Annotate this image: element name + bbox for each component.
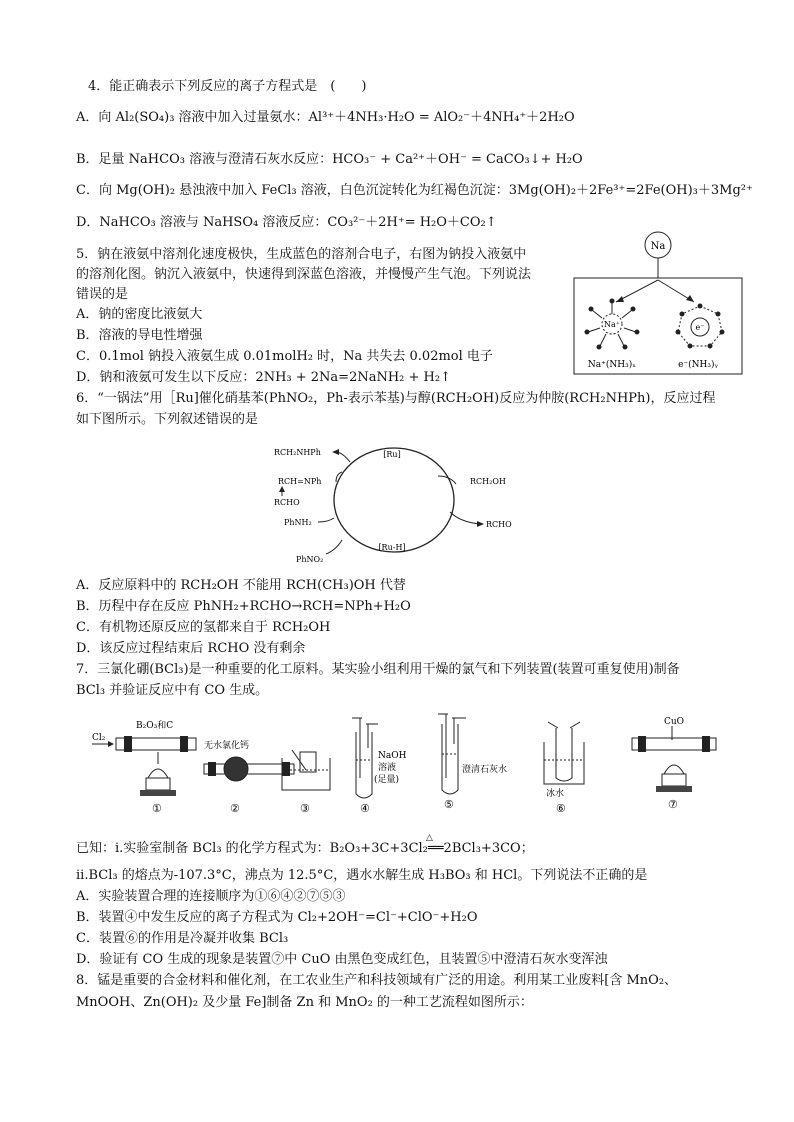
label-4: ④ (360, 802, 370, 815)
q6-option-d: D．该反应过程结束后 RCHO 没有剩余 (76, 641, 306, 656)
q6-option-c: C．有机物还原反应的氢都来自于 RCH₂OH (76, 620, 331, 635)
rch2oh-label: RCH₂OH (470, 477, 506, 486)
q6-catalytic-cycle (270, 436, 530, 568)
na-cation-label: Na⁺ (604, 320, 620, 329)
q8-stem-line2: MnOOH、Zn(OH)₂ 及少量 Fe]制备 Zn 和 MnO₂ 的一种工艺流程如图所示： (76, 995, 533, 1010)
b2o3-c-label: B₂O₃和C (136, 721, 174, 731)
cuo-label: CuO (664, 717, 685, 727)
e-nh3-label: e⁻(NH₃)ᵧ (678, 360, 718, 370)
q7-apparatus-figure (86, 708, 726, 820)
apparatus-6 (544, 722, 584, 815)
q6-option-b: B．历程中存在反应 PhNH₂+RCHO→RCH=NPh+H₂O (76, 599, 411, 614)
ice-water-label: 冰水 (546, 789, 565, 799)
q5-option-a: A．钠的密度比液氨大 (76, 307, 203, 322)
q5-option-c: C．0.1mol 钠投入液氨生成 0.01molH₂ 时，Na 共失去 0.02mol 电子 (76, 349, 493, 364)
q7-stem-line2: BCl₃ 并验证反应中有 CO 生成。 (76, 683, 269, 698)
q6-stem-line1: 6．“一锅法”用［Ru]催化硝基苯(PhNO₂，Ph-表示苯基)与醇(RCH₂OH)反应为仲胺(RCH₂NHPh)，反应过程 (76, 391, 716, 406)
label-3: ③ (300, 802, 310, 815)
q4-option-a: A．向 Al₂(SO₄)₃ 溶液中加入过量氨水：Al³⁺＋4NH₃·H₂O = AlO₂⁻＋4NH₄⁺＋2H₂O (76, 110, 575, 125)
q7-known-1 (76, 840, 534, 858)
ru-h-label: [Ru-H] (378, 543, 406, 552)
apparatus-4 (352, 718, 407, 815)
q4-stem: 4．能正确表示下列反应的离子方程式是 ( ) (88, 79, 367, 94)
q7-option-d: D．验证有 CO 生成的现象是装置⑦中 CuO 由黑色变成红色，且装置⑤中澄清石灰水变浑浊 (76, 952, 608, 967)
q4-option-d: D．NaHCO₃ 溶液与 NaHSO₄ 溶液反应：CO₃²⁻＋2H⁺= H₂O＋CO₂↑ (76, 215, 497, 230)
ru-catalyst-label: [Ru] (383, 450, 401, 459)
q5-solvation-figure (572, 228, 746, 376)
rch-nph-label: RCH=NPh (278, 477, 322, 486)
label-1: ① (152, 802, 162, 815)
q8-stem-line1: 8．锰是重要的合金材料和催化剂，在工农业生产和科技领域有广泛的用途。利用某工业废料[含 MnO₂、 (76, 973, 678, 988)
apparatus-7 (632, 717, 716, 811)
q7-known-2: ii.BCl₃ 的熔点为-107.3°C，沸点为 12.5°C，遇水水解生成 H₃BO₃ 和 HCl。下列说法不正确的是 (76, 868, 648, 883)
heating-symbol: △ (426, 833, 433, 843)
naoh-label: NaOH (378, 751, 407, 761)
solvated-electron-cluster (676, 304, 725, 349)
q4-option-c: C．向 Mg(OH)₂ 悬浊液中加入 FeCl₃ 溶液，白色沉淀转化为红褐色沉淀：3Mg(OH)₂＋2Fe³⁺=2Fe(OH)₃＋3Mg²⁺ (76, 183, 753, 198)
apparatus-2 (204, 739, 294, 815)
q4-option-b: B．足量 NaHCO₃ 溶液与澄清石灰水反应：HCO₃⁻ + Ca²⁺＋OH⁻ = CaCO₃↓+ H₂O (76, 152, 583, 167)
label-2: ② (230, 802, 240, 815)
q7-option-b: B．装置④中发生反应的离子方程式为 Cl₂+2OH⁻=Cl⁻+ClO⁻+H₂O (76, 910, 478, 925)
phnh2-label: PhNH₂ (284, 518, 312, 527)
label-6: ⑥ (556, 802, 566, 815)
label-5: ⑤ (444, 798, 454, 811)
na-nh3-label: Na⁺(NH₃)ₓ (587, 360, 637, 370)
na-cation-cluster (585, 299, 640, 350)
phno2-label: PhNO₂ (296, 555, 324, 564)
q7-stem-line1: 7．三氯化硼(BCl₃)是一种重要的化工原料。某实验小组利用干燥的氯气和下列装置(装置可重复使用)制备 (76, 662, 680, 677)
q7-known-1-text: 已知：i.实验室制备 BCl₃ 的化学方程式为：B₂O₃+3C+3Cl₂══2BCl₃+3CO； (76, 841, 534, 856)
rch2nhph-label: RCH₂NHPh (274, 448, 321, 457)
q5-option-d: D．钠和液氨可发生以下反应：2NH₃ + 2Na=2NaNH₂ + H₂↑ (76, 370, 451, 385)
q6-stem-line2: 如下图所示。下列叙述错误的是 (76, 412, 259, 427)
na-atom-label: Na (650, 241, 666, 252)
q7-option-a: A．实验装置合理的连接顺序为①⑥④②⑦⑤③ (76, 889, 346, 904)
apparatus-1 (92, 720, 196, 815)
rcho-reactant-label: RCHO (274, 498, 300, 507)
q6-option-a: A．反应原料中的 RCH₂OH 不能用 RCH(CH₃)OH 代替 (76, 578, 406, 593)
rcho-product-label: RCHO (486, 520, 512, 529)
q5-stem-line2: 的溶剂化图。钠沉入液氨中，快速得到深蓝色溶液，并慢慢产生气泡。下列说法 (76, 267, 532, 282)
electron-label: e⁻ (695, 323, 705, 332)
q7-option-c: C．装置⑥的作用是冷凝并收集 BCl₃ (76, 931, 289, 946)
q5-option-b: B．溶液的导电性增强 (76, 328, 203, 343)
cacl2-label: 无水氯化钙 (204, 741, 250, 751)
apparatus-3 (282, 750, 330, 815)
label-7: ⑦ (668, 798, 678, 811)
q5-stem-line3: 错误的是 (76, 287, 129, 302)
excess-label: (足量) (374, 775, 400, 785)
solution-label: 溶液 (378, 763, 397, 773)
limewater-label: 澄清石灰水 (462, 765, 508, 775)
apparatus-5 (438, 714, 507, 811)
cl2-label: Cl₂ (92, 733, 106, 743)
q5-stem-line1: 5．钠在液氨中溶剂化速度极快，生成蓝色的溶剂合电子，右图为钠投入液氨中 (76, 247, 527, 262)
